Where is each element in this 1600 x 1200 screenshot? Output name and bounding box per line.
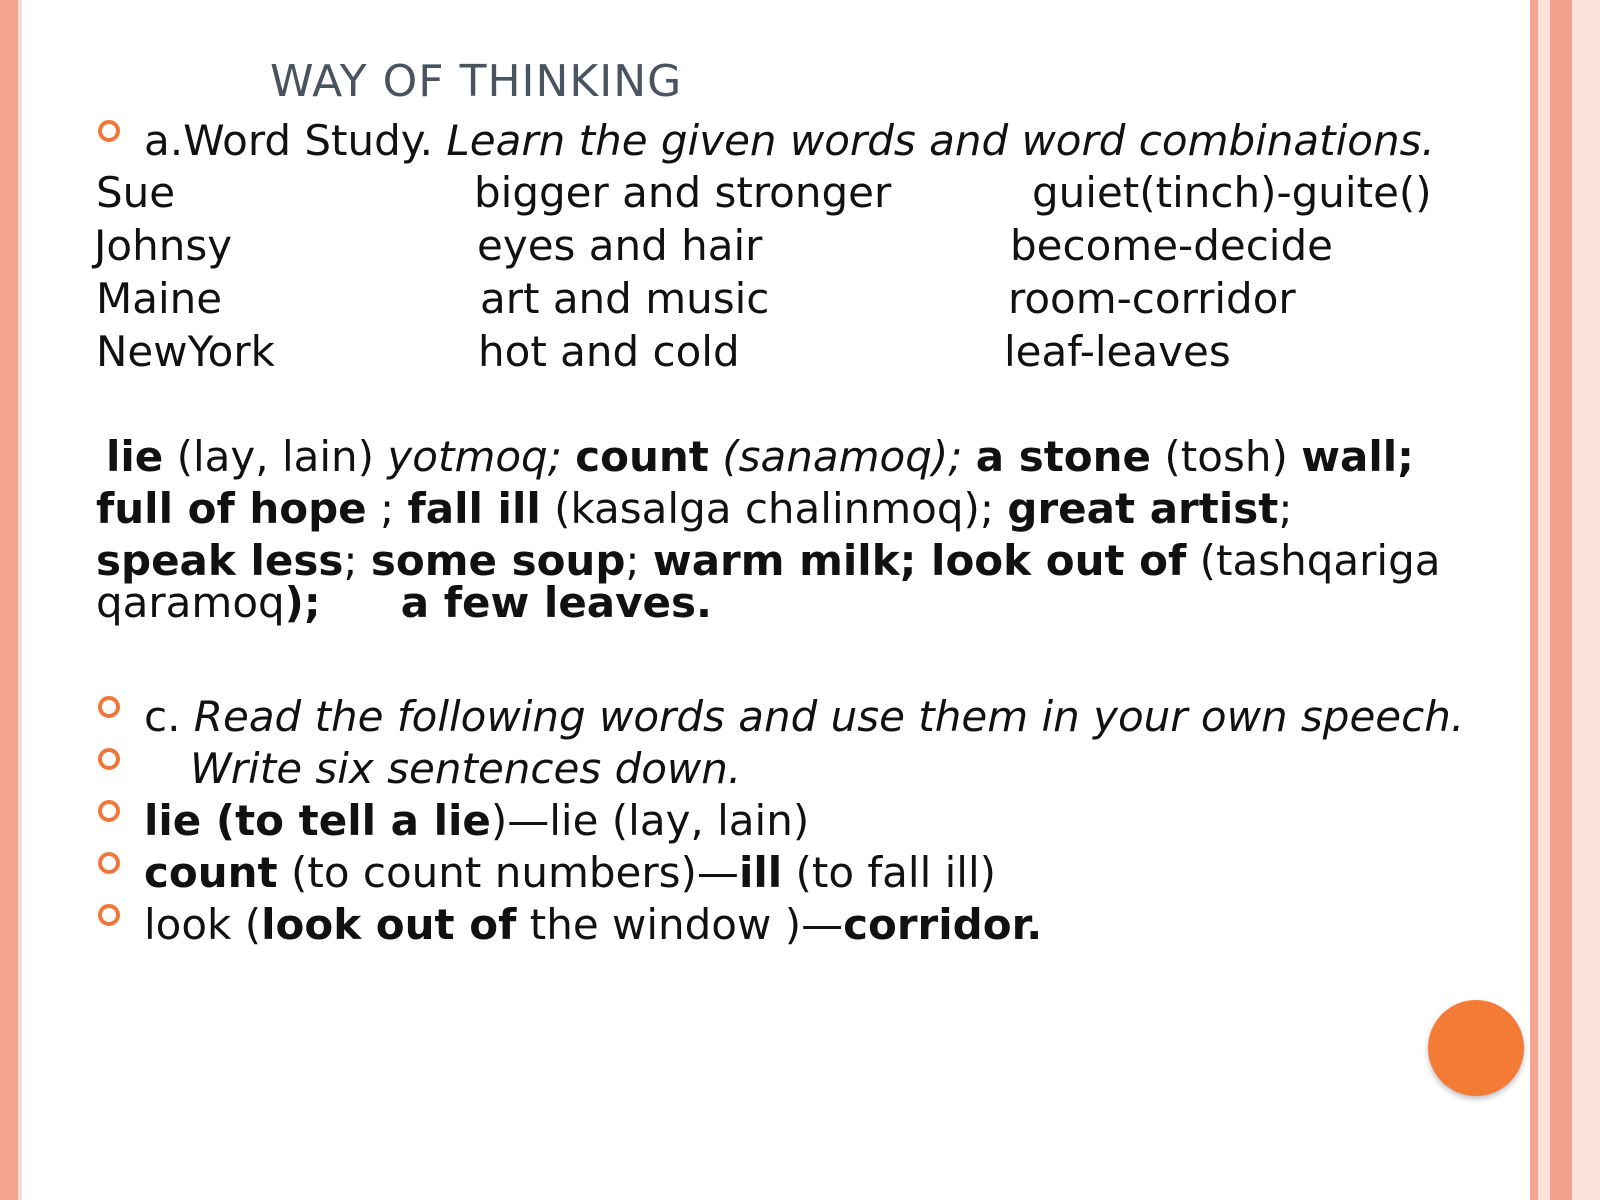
exercise-lie-text (144, 796, 809, 845)
exercise-gloss: (to fall ill) (782, 848, 996, 897)
exercise-term: look out of (261, 900, 517, 949)
left-border-stripe (0, 0, 18, 1200)
exercise-term: corridor. (843, 900, 1043, 949)
circle-bullet-icon (98, 904, 120, 926)
right-border-stripe-4 (1572, 0, 1600, 1200)
exercise-gloss: look ( (144, 900, 262, 949)
circle-bullet-icon (98, 120, 120, 142)
exercise-c-label: c. (144, 692, 194, 741)
exercise-write-instruction: Write six sentences down. (190, 744, 742, 793)
table-cell: guiet(tinch)-guite() (1032, 168, 1432, 217)
vocab-space (321, 578, 401, 627)
table-cell: Maine (96, 274, 223, 323)
vocab-term: count (575, 432, 709, 481)
table-cell: Johnsy (94, 221, 233, 270)
vocab-gloss: (sanamoq); (722, 432, 963, 481)
right-border-stripe-1 (1530, 0, 1538, 1200)
vocab-sep: ; (343, 536, 371, 585)
vocab-gloss: yotmoq; (387, 432, 562, 481)
exercise-gloss: )—lie (lay, lain) (490, 796, 810, 845)
vocab-term: full of hope (96, 484, 367, 533)
vocab-gloss: qaramoq (96, 578, 285, 627)
exercise-c-instruction: Read the following words and use them in your own speech. (193, 692, 1465, 741)
table-cell: hot and cold (478, 327, 740, 376)
vocab-gloss: (kasalga chalinmoq); (540, 484, 1008, 533)
circle-bullet-icon (98, 696, 120, 718)
vocab-space (562, 432, 575, 481)
exercise-look-text (144, 900, 1042, 949)
vocab-term: lie (106, 432, 164, 481)
table-cell: art and music (480, 274, 770, 323)
vocab-sep: ; (366, 484, 408, 533)
table-cell: eyes and hair (477, 221, 763, 270)
exercise-term: ill (738, 848, 783, 897)
exercise-gloss: the window )— (516, 900, 844, 949)
slide-title: WAY OF THINKING (270, 56, 683, 107)
circle-bullet-icon (98, 852, 120, 874)
vocab-line-2 (96, 484, 1292, 533)
left-border-inner (18, 0, 22, 1200)
right-border-stripe-3 (1550, 0, 1572, 1200)
right-border-stripe-2 (1538, 0, 1550, 1200)
vocab-gloss: (tashqariga (1186, 536, 1441, 585)
vocab-term: fall ill (407, 484, 541, 533)
vocab-term: speak less (96, 536, 344, 585)
vocab-term: warm milk; look out of (652, 536, 1187, 585)
exercise-write-text (190, 744, 741, 793)
vocab-gloss: (tosh) (1151, 432, 1302, 481)
vocab-term: a stone (975, 432, 1152, 481)
vocab-line-1 (106, 432, 1414, 481)
vocab-term: wall; (1301, 432, 1414, 481)
exercise-term: lie (to tell a lie (144, 796, 491, 845)
table-cell: bigger and stronger (474, 168, 892, 217)
vocab-term: great artist (1007, 484, 1279, 533)
word-study-text (144, 116, 1435, 165)
word-study-label: a.Word Study. (144, 116, 434, 165)
exercise-gloss: (to count numbers)— (277, 848, 739, 897)
vocab-term: a few leaves. (400, 578, 712, 627)
vocab-sep: ; (625, 536, 653, 585)
table-cell: become-decide (1010, 221, 1333, 270)
table-cell: NewYork (96, 327, 275, 376)
vocab-space (709, 432, 722, 481)
table-cell: room-corridor (1008, 274, 1296, 323)
vocab-sep: ; (1278, 484, 1293, 533)
vocab-term: some soup (370, 536, 626, 585)
exercise-c-text (144, 692, 1464, 741)
vocab-gloss: (lay, lain) (163, 432, 388, 481)
table-cell: Sue (96, 168, 176, 217)
exercise-term: count (144, 848, 278, 897)
orange-circle-icon (1428, 1000, 1524, 1096)
circle-bullet-icon (98, 748, 120, 770)
vocab-line-4 (96, 578, 712, 627)
circle-bullet-icon (98, 800, 120, 822)
word-study-instruction: Learn the given words and word combinations. (446, 116, 1435, 165)
vocab-sep: ); (284, 578, 321, 627)
vocab-space (962, 432, 975, 481)
exercise-count-text (144, 848, 996, 897)
table-cell: leaf-leaves (1004, 327, 1231, 376)
